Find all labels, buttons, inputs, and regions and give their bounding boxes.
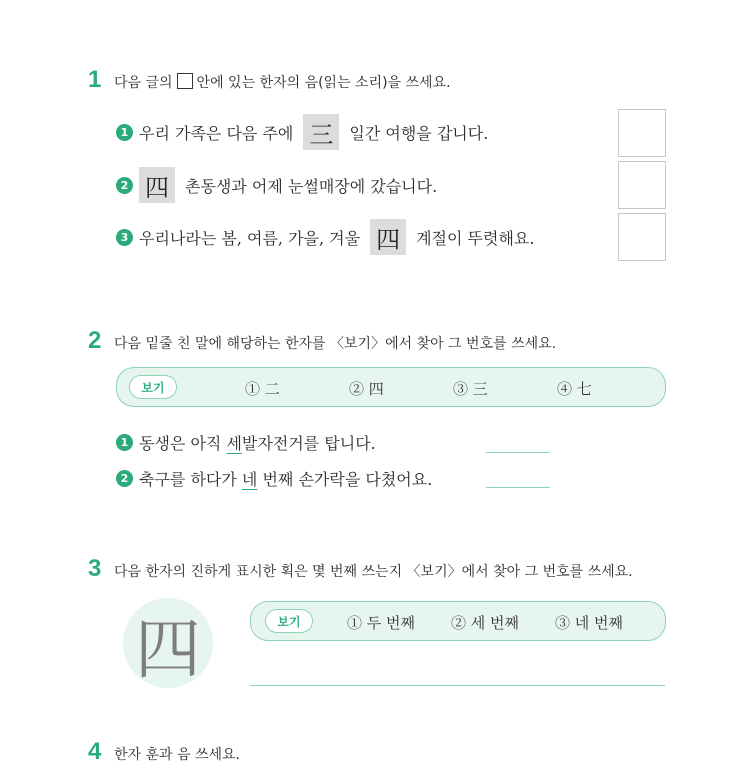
bogi-option-1: ① 二 — [245, 380, 280, 398]
item-text-after: 일간 여행을 갑니다. — [349, 123, 489, 143]
question-1-instruction — [114, 72, 451, 92]
item-text-before: 우리나라는 봄, 여름, 가을, 겨울 — [139, 228, 361, 248]
question-2-number: 2 — [88, 327, 102, 354]
bogi-box-q3 — [250, 601, 666, 641]
item-number-badge: 1 — [116, 434, 133, 451]
item-number-badge: 1 — [116, 124, 133, 141]
item-text-after: 번째 손가락을 다쳤어요. — [257, 469, 433, 489]
bogi-option-3: ③ 三 — [453, 380, 488, 398]
hanja-stroke-circle — [123, 598, 213, 688]
bogi-option-4: ④ 七 — [557, 380, 592, 398]
bogi-box-q2 — [116, 367, 666, 407]
item-number-badge: 2 — [116, 177, 133, 194]
item-text-before: 축구를 하다가 — [139, 469, 242, 489]
answer-line-2[interactable] — [486, 487, 550, 488]
bogi-option-2: ② 세 번째 — [451, 614, 520, 632]
question-3-instruction: 다음 한자의 진하게 표시한 획은 몇 번째 쓰는지 〈보기〉에서 찾아 그 번호를 쓰세요. — [114, 564, 633, 580]
bogi-option-1: ① 두 번째 — [347, 614, 416, 632]
q2-item-2 — [116, 466, 432, 490]
bogi-label: 보기 — [129, 375, 177, 399]
item-number-badge: 3 — [116, 229, 133, 246]
answer-line-q3[interactable] — [250, 685, 665, 686]
bogi-option-3: ③ 네 번째 — [555, 614, 624, 632]
hanja-box: 三 — [303, 114, 339, 150]
question-4-instruction: 한자 훈과 음 쓰세요. — [114, 747, 240, 763]
item-text-after: 발자전거를 탑니다. — [241, 433, 376, 453]
q2-item-1 — [116, 430, 376, 454]
underlined-word: 세 — [226, 433, 242, 453]
q1-item-1 — [116, 114, 488, 150]
blank-box-icon — [177, 73, 193, 89]
bogi-label: 보기 — [265, 609, 313, 633]
answer-line-1[interactable] — [486, 452, 550, 453]
question-3-number: 3 — [88, 555, 102, 582]
question-1-number: 1 — [88, 66, 102, 93]
hanja-stroke-character: 四 — [135, 610, 201, 688]
bogi-option-2: ② 四 — [349, 380, 384, 398]
underlined-word: 네 — [241, 469, 258, 489]
item-text-before: 우리 가족은 다음 주에 — [139, 123, 294, 143]
hanja-box: 四 — [370, 219, 406, 255]
item-text-after: 계절이 뚜렷해요. — [416, 228, 535, 248]
question-2-instruction: 다음 밑줄 친 말에 해당하는 한자를 〈보기〉에서 찾아 그 번호를 쓰세요. — [114, 336, 557, 352]
item-text-after: 촌동생과 어제 눈썰매장에 갔습니다. — [185, 176, 438, 196]
answer-box-1[interactable] — [618, 109, 666, 157]
q1-item-2 — [116, 167, 437, 203]
instruction-before: 다음 글의 — [114, 75, 173, 91]
answer-box-3[interactable] — [618, 213, 666, 261]
question-4-number: 4 — [88, 738, 102, 765]
item-text-before: 동생은 아직 — [139, 433, 227, 453]
hanja-box: 四 — [139, 167, 175, 203]
answer-box-2[interactable] — [618, 161, 666, 209]
q1-item-3 — [116, 219, 534, 255]
item-number-badge: 2 — [116, 470, 133, 487]
instruction-after: 안에 있는 한자의 음(읽는 소리)을 쓰세요. — [196, 75, 451, 91]
